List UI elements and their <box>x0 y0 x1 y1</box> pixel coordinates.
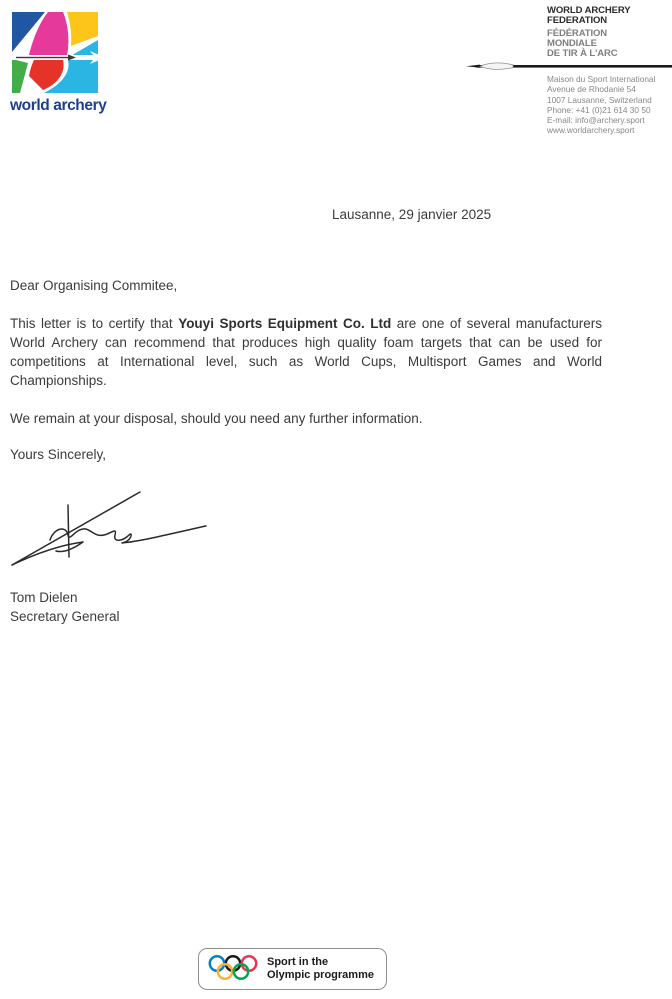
signer-title: Secretary General <box>10 609 120 624</box>
world-archery-logo <box>10 10 110 115</box>
signer-name: Tom Dielen <box>10 590 78 605</box>
olympic-rings-icon <box>208 953 258 985</box>
address-line-email: E-mail: info@archery.sport <box>547 115 645 126</box>
company-name: Youyi Sports Equipment Co. Ltd <box>178 316 392 331</box>
org-name-en <box>547 6 631 26</box>
org-name-fr-line: FÉDÉRATION <box>547 28 608 39</box>
address-line: Maison du Sport International <box>547 74 656 84</box>
address-line-phone: Phone: +41 (0)21 614 30 50 <box>547 104 651 115</box>
address-line: 1007 Lausanne, Switzerland <box>547 94 652 105</box>
address-line-website: www.worldarchery.sport <box>547 125 635 136</box>
salutation: Dear Organising Commitee, <box>10 278 178 293</box>
date-line: Lausanne, 29 janvier 2025 <box>332 207 492 222</box>
body-text-prefix: This letter is to certify that <box>10 316 179 331</box>
org-name-en-line: FEDERATION <box>547 15 608 26</box>
world-archery-logo-icon <box>10 10 100 95</box>
olympic-badge-label <box>267 956 374 983</box>
olympic-badge-label-line1: Sport in the <box>267 955 329 968</box>
org-name-fr <box>547 29 618 59</box>
org-name-en-line: WORLD ARCHERY <box>547 5 631 16</box>
letter-body <box>10 276 602 464</box>
logo-wordmark: world archery <box>10 97 107 114</box>
body-text-suffix: are one of several manufacturers World Archery can recommend that produces high quality foam targets that can be used for competitions at International level, such as World Cups, Multisport Games and World Championships. <box>10 316 602 388</box>
signoff-line: Yours Sincerely, <box>10 447 107 462</box>
closing-line: We remain at your disposal, should you need any further information. <box>10 411 423 426</box>
arrow-icon <box>466 60 672 72</box>
org-name-fr-line: MONDIALE <box>547 38 597 49</box>
org-name-fr-line: DE TIR À L'ARC <box>547 48 618 59</box>
body-paragraph <box>10 314 602 390</box>
olympic-badge-label-line2: Olympic programme <box>267 969 374 981</box>
address-block <box>547 74 655 136</box>
signer-block <box>10 588 120 626</box>
address-line: Avenue de Rhodanie 54 <box>547 84 636 95</box>
olympic-programme-badge <box>198 948 387 990</box>
signature-image <box>5 483 217 579</box>
